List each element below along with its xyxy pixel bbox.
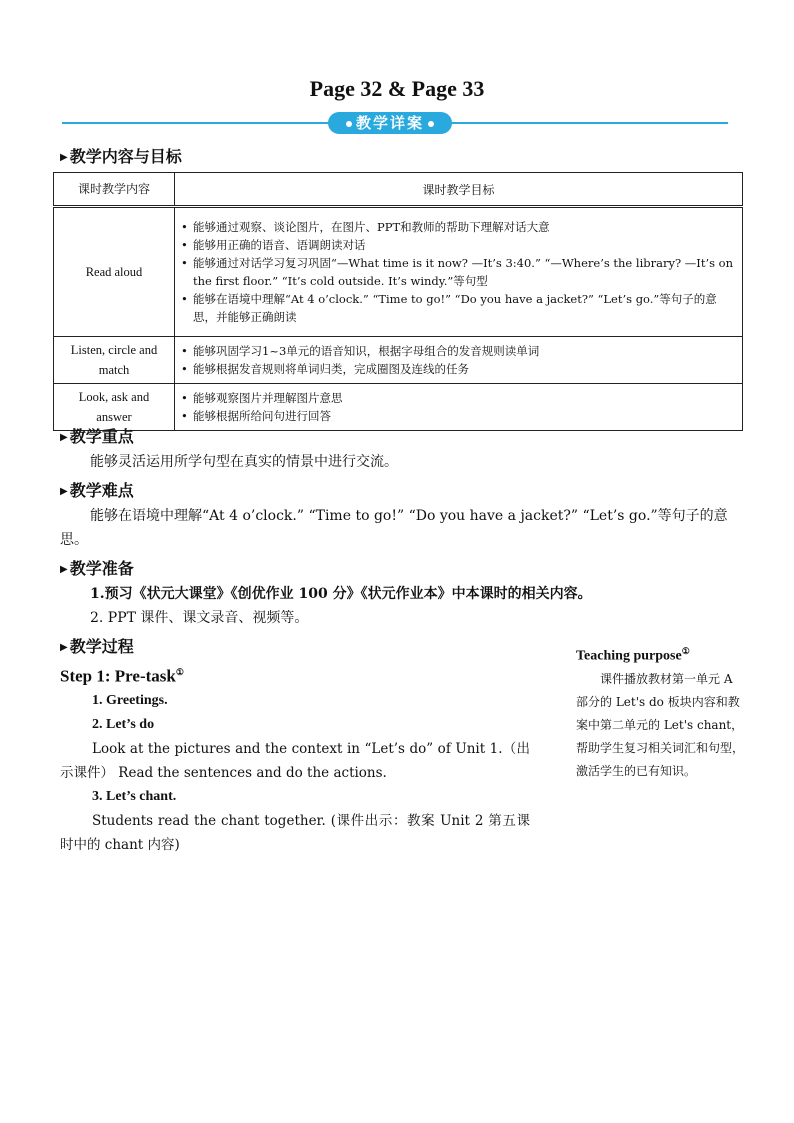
lesson-plan-badge [328,112,452,134]
side-note-title-label: Teaching purpose [576,648,682,664]
table-cell-goals [175,207,743,337]
goal-item: • 能够观察图片并理解图片意思 [181,389,736,407]
triangle-icon: ▶ [60,486,68,497]
table-header-cell: 课时教学目标 [175,173,743,207]
triangle-icon: ▶ [60,152,68,163]
step-title: Step 1: Pre-task [60,666,176,686]
step-text: Look at the pictures and the context in “Let’s do” of Unit 1.（出示课件） Read the sentences and do the actions. [60,740,530,781]
footnote-mark: ① [681,646,690,656]
side-note-title [576,640,744,668]
sub-heading: 1. Greetings. [92,692,168,708]
table-cell-goals [175,337,743,384]
section-heading-difficulties [60,478,134,501]
step-text: Students read the chant together. (课件出示：教案 Unit 2 第五课时中的 chant 内容) [60,812,530,853]
process-content [60,660,530,857]
goal-item: • 能够用正确的语音、语调朗读对话 [181,236,736,254]
table-header-row [54,173,743,207]
goals-table [53,172,743,431]
badge-label: 教学详案 [355,114,424,132]
triangle-icon: ▶ [60,564,68,575]
section-heading-key-points [60,424,134,447]
section-heading-label: 教学内容与目标 [69,147,182,166]
table-cell-content: Read aloud [54,207,175,337]
goal-item: • 能够根据发音规则将单词归类，完成圈图及连线的任务 [181,360,736,378]
section-heading-preparation [60,556,134,579]
section-heading-process [60,634,134,657]
section-heading-label: 教学难点 [69,481,134,500]
table-row [54,207,743,337]
teaching-purpose-note [576,640,744,783]
side-note-text: 课件播放教材第一单元 A 部分的 Let's do 板块内容和教案中第二单元的 Let's chant，帮助学生复习相关词汇和句型，激活学生的已有知识。 [576,671,745,778]
section-heading-label: 教学准备 [69,559,134,578]
preparation-item-2: 2. PPT 课件、课文录音、视频等。 [90,610,309,626]
section-heading-content-goals [60,144,182,167]
goal-item: • 能够通过对话学习复习巩固“—What time is it now? —It’s 3:40.” “—Where’s the library? —It’s on the first floor.” “It’s cold outside. It’s windy.”等句型 [181,254,736,290]
sub-heading: 3. Let’s chant. [92,788,177,804]
page-title: Page 32 & Page 33 [309,76,485,101]
table-cell-content: Listen, circle and match [54,337,175,384]
section-heading-label: 教学过程 [69,637,134,656]
goal-item: • 能够通过观察、谈论图片，在图片、PPT和教师的帮助下理解对话大意 [181,218,736,236]
table-cell-goals [175,384,743,431]
table-cell-content: Look, ask and answer [54,384,175,431]
table-row [54,384,743,431]
dot-icon [346,121,352,127]
table-row [54,337,743,384]
preparation-item-1: 1.预习《状元大课堂》《创优作业 100 分》《状元作业本》中本课时的相关内容。 [90,586,592,602]
step-heading [60,660,530,689]
table-header-cell: 课时教学内容 [54,173,175,207]
section-heading-label: 教学重点 [69,427,134,446]
goal-item: • 能够根据所给问句进行回答 [181,407,736,425]
dot-icon [428,121,434,127]
footnote-mark: ① [175,667,184,677]
goal-item: • 能够巩固学习1~3单元的语音知识，根据字母组合的发音规则读单词 [181,342,736,360]
key-points-text: 能够灵活运用所学句型在真实的情景中进行交流。 [90,454,398,470]
sub-heading: 2. Let’s do [92,716,155,732]
goal-item: • 能够在语境中理解“At 4 o’clock.” “Time to go!” “Do you have a jacket?” “Let’s go.”等句子的意思，并能够正确朗读 [181,290,736,326]
triangle-icon: ▶ [60,432,68,443]
difficulties-text: 能够在语境中理解“At 4 o’clock.” “Time to go!” “Do you have a jacket?” “Let’s go.”等句子的意思。 [60,508,728,548]
triangle-icon: ▶ [60,642,68,653]
